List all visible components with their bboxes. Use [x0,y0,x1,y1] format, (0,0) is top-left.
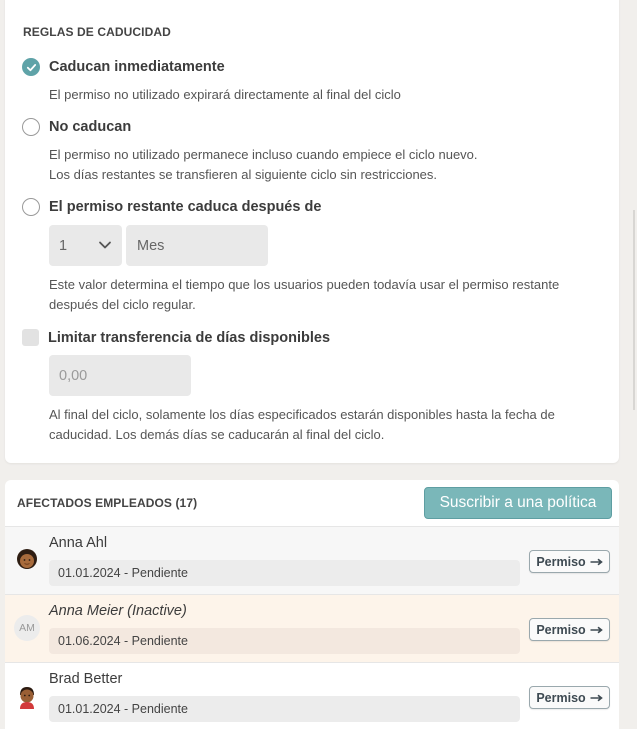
employee-status: 01.01.2024 - Pendiente [49,560,520,586]
checkbox[interactable] [22,329,39,346]
permit-button[interactable] [529,618,610,641]
limit-transfer-label: Limitar transferencia de días disponibles [48,329,331,346]
option-expire-immediately[interactable] [22,58,225,76]
help-line: caducidad. Los demás días se caducarán al final del ciclo. [49,427,385,442]
limit-days-input[interactable]: 0,00 [49,355,191,396]
expiry-section-title: REGLAS DE CADUCIDAD [23,25,171,39]
arrow-right-icon [590,694,603,702]
permit-button[interactable] [529,550,610,573]
option-help-text [49,275,609,315]
help-line: Al final del ciclo, solamente los días especificados estarán disponibles hasta la fecha de [49,407,555,422]
permit-button-label: Permiso [536,622,586,637]
option-label: Caducan inmediatamente [49,59,225,75]
woman-avatar-icon [14,547,40,573]
option-expire-after[interactable] [22,198,321,216]
chevron-down-icon [98,238,112,252]
radio-checked-icon[interactable] [22,58,40,76]
employee-name[interactable]: Brad Better [49,671,123,687]
subscribe-policy-button[interactable]: Suscribir a una política [424,487,612,519]
permit-button[interactable] [529,686,610,709]
employee-row [5,662,619,729]
initials-avatar: AM [14,615,40,641]
permit-button-label: Permiso [536,554,586,569]
radio-unchecked-icon[interactable] [22,118,40,136]
employee-name[interactable]: Anna Meier (Inactive) [49,603,187,619]
help-line: El permiso no utilizado permanece incluso cuando empiece el ciclo nuevo. [49,147,478,162]
arrow-right-icon [590,558,603,566]
radio-unchecked-icon[interactable] [22,198,40,216]
employee-row [5,594,619,662]
permit-button-label: Permiso [536,690,586,705]
employees-section-title: AFECTADOS EMPLEADOS (17) [17,496,198,510]
employee-row [5,526,619,594]
employee-status: 01.01.2024 - Pendiente [49,696,520,722]
period-value: 1 [59,237,68,254]
scrollbar[interactable] [633,210,635,410]
option-label: No caducan [49,119,132,135]
employee-name[interactable]: Anna Ahl [49,535,108,551]
affected-employees-card [5,480,619,729]
period-value-select[interactable] [49,225,122,266]
limit-transfer-checkbox-row[interactable] [22,329,330,346]
arrow-right-icon [590,626,603,634]
limit-help-text [49,405,609,445]
option-help-text: El permiso no utilizado expirará directamente al final del ciclo [49,87,401,102]
option-label: El permiso restante caduca después de [49,199,322,215]
period-unit-field[interactable]: Mes [126,225,268,266]
option-never-expire[interactable] [22,118,131,136]
employee-status: 01.06.2024 - Pendiente [49,628,520,654]
help-line: Los días restantes se transfieren al siguiente ciclo sin restricciones. [49,167,438,182]
option-help-text [49,145,609,185]
man-avatar-icon [14,683,40,709]
expiry-rules-card [5,0,619,463]
help-line: después del ciclo regular. [49,297,196,312]
help-line: Este valor determina el tiempo que los usuarios pueden todavía usar el permiso restante [49,277,560,292]
